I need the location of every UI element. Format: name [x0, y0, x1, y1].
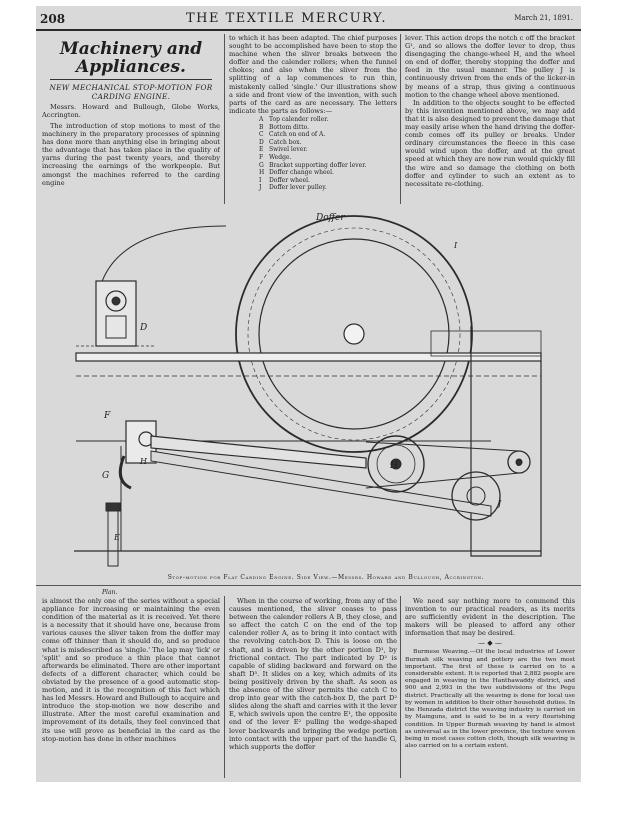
top-column-1 [42, 36, 220, 204]
column-divider [400, 596, 401, 778]
column-divider [224, 596, 225, 778]
label-h: H [390, 461, 398, 471]
section-ornament: — ◆ — [478, 639, 502, 648]
legend-item: F Wedge. [259, 153, 292, 161]
issue-date: March 21, 1891. [514, 14, 573, 22]
stop-motion-engraving [36, 206, 581, 584]
caption-rule [36, 585, 581, 586]
legend-item: D Catch box. [259, 138, 302, 146]
header-rule [36, 29, 581, 31]
burmese-weaving-text: Burmese Weaving.—Of the local industries of Lower Burmah silk weaving and pottery are the two most important. The first of these is carried on to a considerable extent. It is reported that 2,882 people are engaged in weaving in the Hanthawaddy district, and 900 and 2,993 in the two subdivisions of the Pegu district. Practically all the weaving is done for local use by women in addition to their other household duties. In the Henzada district the weaving industry is carried on by Mainguns, and is said to be in a very flourishing condition. In Upper Burmah weaving by hand is almost as universal as in the lower province, the texture woven being in most cases cotton cloth, though silk weaving is also carried on to a certain extent. [405, 649, 575, 750]
article-subheading: NEW MECHANICAL STOP-MOTION FOR CARDING ENGINE. [49, 83, 213, 101]
label-j: J [498, 499, 502, 508]
legend-item: G Bracket supporting doffer lever. [259, 161, 367, 169]
article-purposes: to which it has been adapted. The chief purposes sought to be accomplished have been to stop the machine when the sliver breaks between the doffer and the calender rollers; when the funnel chokes; and also when the sliver from the splitting of a lap commences to run thin, mistakenly called 'single.' Our illustrations show a side and front view of the invention, with such parts of the card as are necessary. The letters indicate the parts as follows:— [229, 34, 397, 115]
label-h-small: H [140, 457, 147, 466]
column-divider [400, 34, 401, 204]
legend-item: A Top calender roller. [259, 115, 329, 123]
legend-item: I Doffer wheel. [259, 176, 310, 184]
label-i: I [454, 241, 458, 250]
legend-item: B Bottom ditto. [259, 123, 310, 131]
label-doffer: Doffer [316, 213, 345, 223]
doffer-hub [344, 324, 364, 344]
top-column-3 [405, 34, 575, 204]
label-f: F [104, 411, 111, 421]
plan-label: Plan. [102, 589, 118, 596]
bottom-column-2 [229, 597, 397, 779]
bottom-column-3 [405, 597, 575, 779]
legend-item: H Doffer change wheel. [259, 169, 334, 177]
column-divider [224, 34, 225, 204]
closing-remarks: We need say nothing more to commend this invention to our practical readers, as its merits are sufficiently evident in the description. The makers will be pleased to afford any other information that may be desired. [405, 597, 575, 638]
article-additional: In addition to the objects sought to be effected by this invention mentioned above, we may add that it is also designed to prevent the damage that may easily arise when the hand driving the doffer-comb comes off its pulley or breaks. Under ordinary circumstances the fleece in this case would wind upon the doffer, and at the great speed at which they are now run would quickly fill the wire and so damage the clothing on both doffer and cylinder to such an extent as to necessitate re-clothing. [405, 98, 575, 188]
top-column-2 [229, 34, 397, 204]
legend-item: E Swivel lever. [259, 146, 308, 154]
publication-title: THE TEXTILE MERCURY. [186, 11, 388, 26]
bottom-column-1 [42, 597, 220, 779]
page-number: 208 [40, 12, 66, 26]
legend-item: J Doffer lever pulley. [259, 184, 327, 192]
legend-item: C Catch on end of A. [259, 131, 326, 139]
label-e: E [114, 533, 120, 542]
stop-motion-necessity: is almost the only one of the series without a special appliance for increasing or maintaining the even condition of the material as it is received. Yet there is a necessity that it should have one, because from various causes the sliver taken from the doffer may come off thinner than it should do, and so produce what is misdescribed as 'single.' The lap may 'lick' or 'split' and so produce a thin place that cannot afterwards be eliminated. There are other important defects of a different character, which could be obviated by the presence of a good automatic stop-motion, and it is the recognition of this fact which has led Messrs. Howard and Bullough to acquire and introduce the stop-motion we now describe and illustrate. After the most careful examination and improvement of its details, they feel convinced that its use will prove as beneficial in the card as the stop-motion has done in other machines [42, 597, 220, 743]
heading-rule [50, 79, 212, 80]
burmese-weaving-section [405, 649, 575, 750]
article-intro: The introduction of stop motions to most of the machinery in the preparatory processes of spinning has done more than anything else in bringing about the advantage that has taken place in the quality of yarns during the past twenty years, and thereby increasing the earnings of the workpeople. But amongst the machines referred to the carding engine [42, 122, 220, 187]
label-d: D [140, 323, 148, 333]
section-heading: Machinery and Appliances. [59, 39, 203, 77]
parts-legend [259, 116, 397, 192]
newspaper-page [36, 6, 581, 782]
article-authors: Messrs. Howard and Bullough, Globe Works, Accrington. [42, 103, 220, 119]
label-o: O [516, 459, 523, 468]
article-mechanism: lever. This action drops the notch c off the bracket G¹, and so allows the doffer lever to drop, thus disengaging the change-wheel H, and the wheel on end of doffer, thereby stopping the doffer and feed in the usual manner. The pulley J is continuously driven from the ends of the licker-in by means of a strap, thus giving a continuous motion to the change wheel above mentioned. [405, 34, 575, 99]
figure-caption: Stop-motion for Flat Carding Engine. Side View.—Messrs. Howard and Bullough, Accrington. [167, 574, 485, 581]
page-header [36, 10, 581, 28]
working-description: When in the course of working, from any of the causes mentioned, the sliver ceases to pass between the calender rollers A B, they close, and so affect the catch C on the end of the top calender roller A, as to bring it into contact with the revolving catch-box D. This is loose on the shaft, and is driven by the other portion D¹, by frictional contact. The part indicated by D² is capable of sliding backward and forward on the shaft D³. It slides on a key, which admits of its being positively driven by the shaft. As soon as the absence of the sliver permits the catch C to drop into gear with the catch-box D, the part D² slides along the shaft and carries with it the lever E, which swivels upon the centre E¹, the opposite end of the lever E² pulling the wedge-shaped lever backwards and bringing the wedge portion into contact with the upper part of the handle G, which supports the doffer [229, 597, 397, 751]
label-g: G [102, 471, 110, 481]
